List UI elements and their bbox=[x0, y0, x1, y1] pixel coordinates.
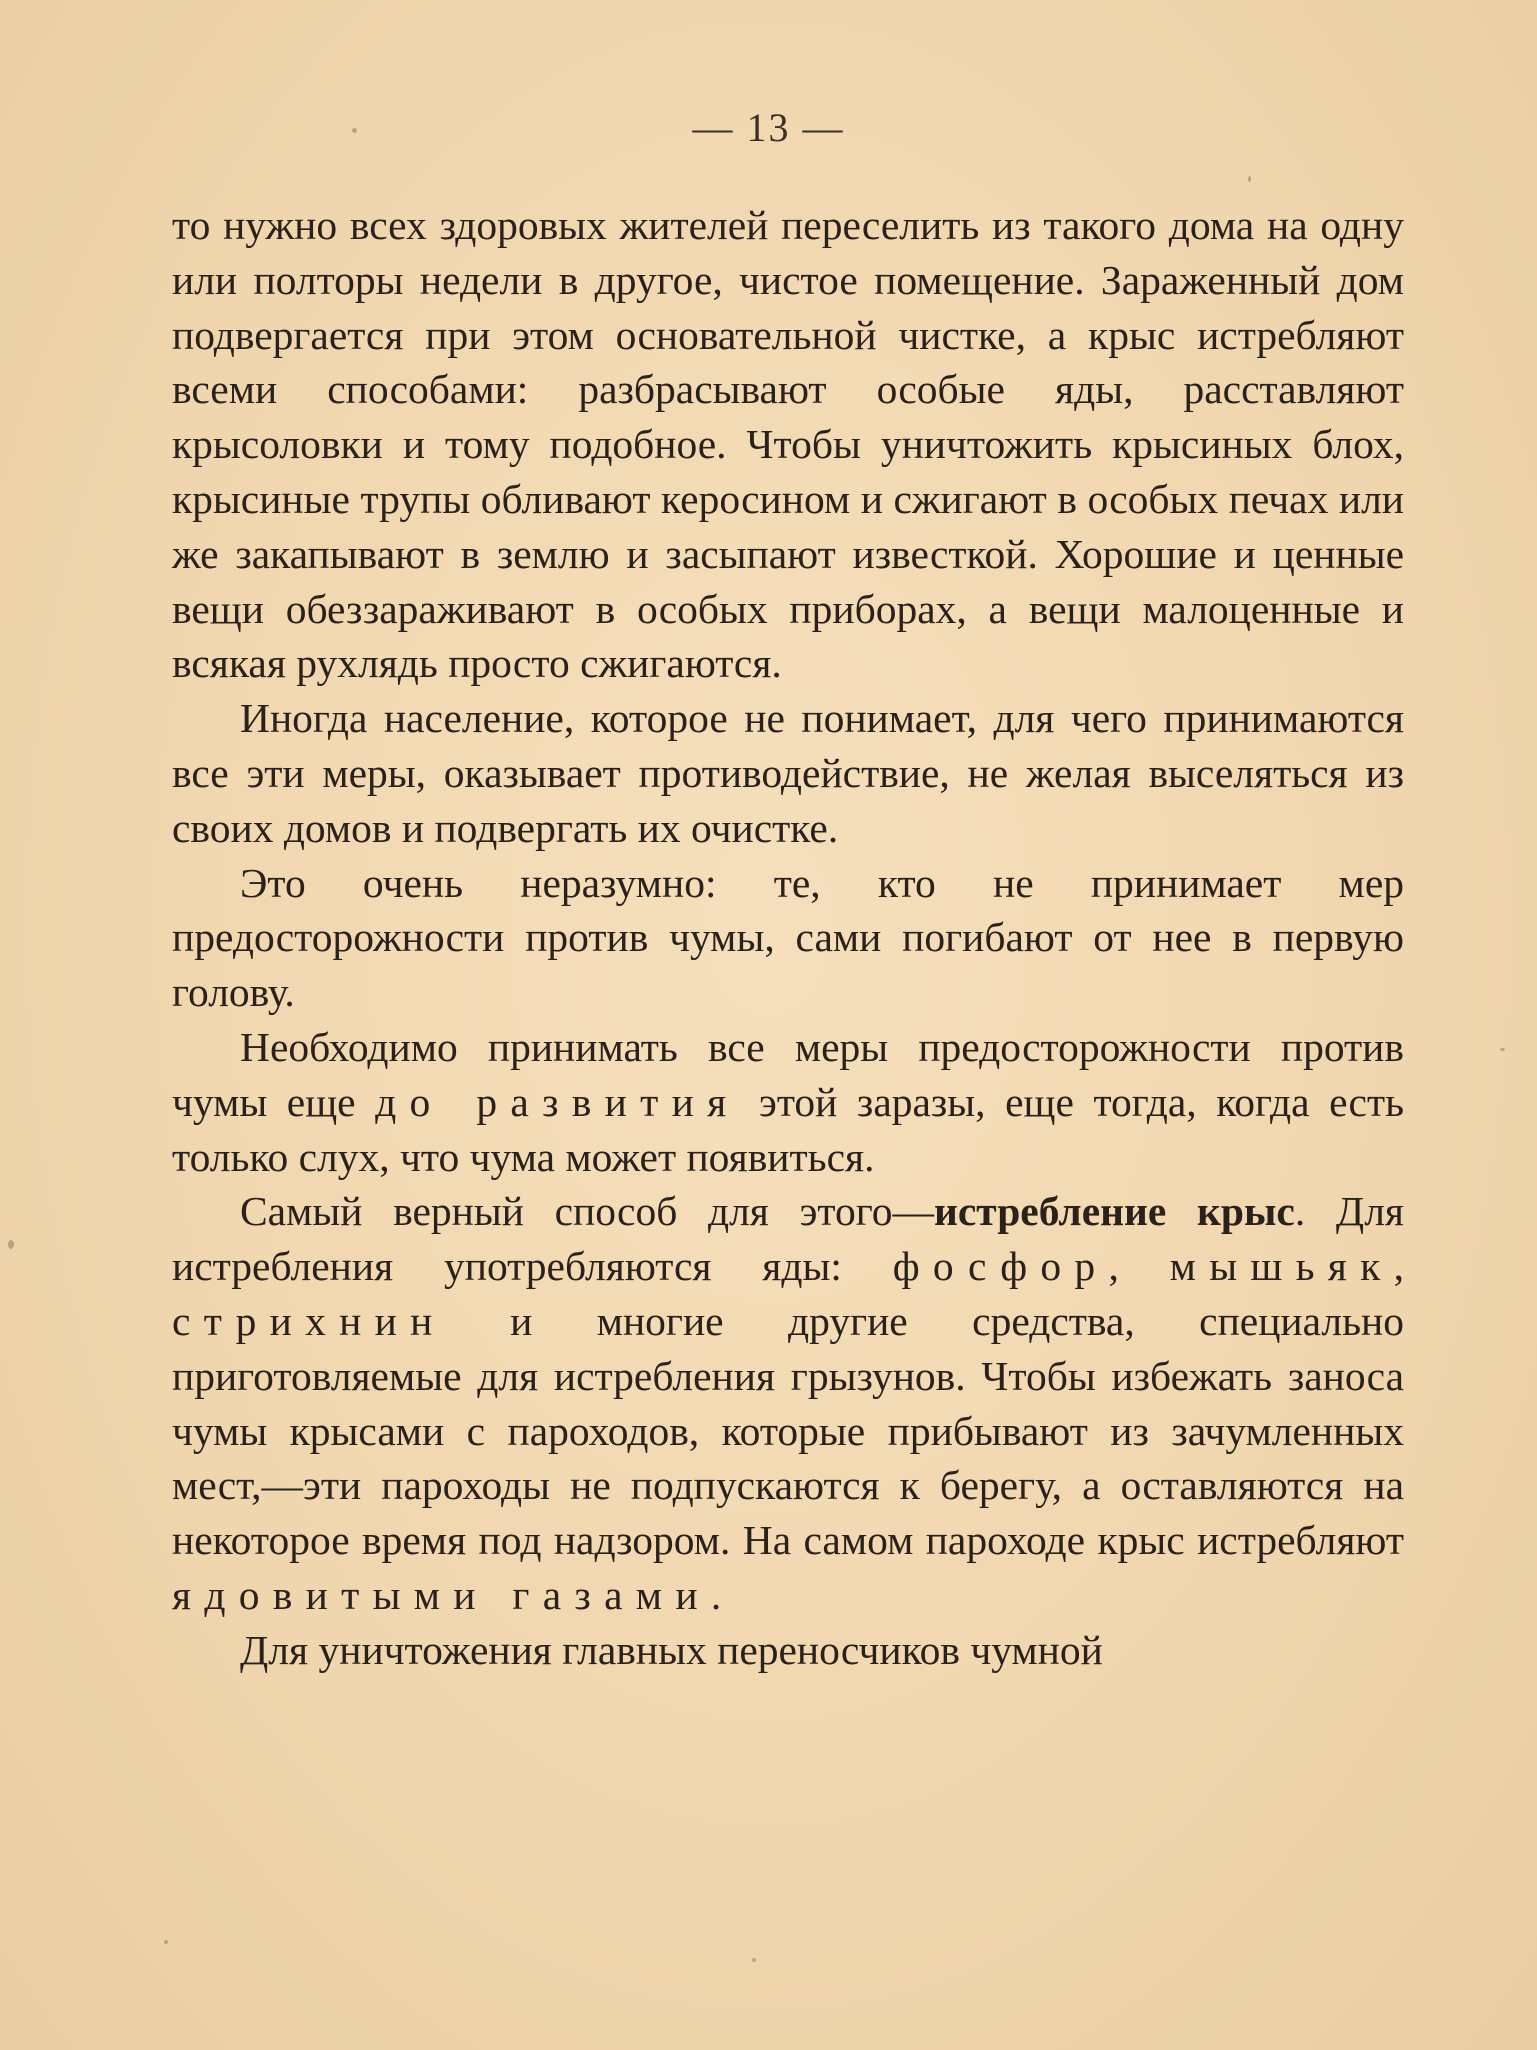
paragraph bbox=[172, 198, 1404, 691]
page-number: — 13 — bbox=[692, 105, 845, 150]
paragraph bbox=[172, 1184, 1404, 1622]
text-segment: и многие другие средства, специально приготовляемые для истребления грызунов. Чтобы избежать заноса чумы крысами с пароходов, которые прибывают из зачумленных мест,—эти пароходы не подпускаются к берегу, а оставляются на некоторое время под надзором. На самом пароходе крыс истребляют bbox=[172, 1297, 1404, 1564]
text-segment: этой заразы, еще тогда, когда есть только слух, что чума может появиться. bbox=[172, 1078, 1405, 1180]
paragraph bbox=[172, 856, 1404, 1020]
text-segment: мышьяк bbox=[1169, 1243, 1394, 1290]
text-segment: фосфор bbox=[892, 1243, 1109, 1290]
paragraph bbox=[172, 691, 1404, 855]
text-segment: Это очень неразумно: те, кто не принимает мер предосторожности против чумы, сами погибают от нее в первую голову. bbox=[172, 859, 1404, 1016]
paragraph bbox=[172, 1020, 1404, 1184]
text-segment: ядовитыми газами bbox=[172, 1571, 711, 1618]
text-segment: Самый верный способ для этого— bbox=[240, 1188, 934, 1235]
text-segment: Необходимо принимать все меры предосторожности против чумы еще bbox=[172, 1023, 1404, 1125]
paper-speck bbox=[164, 1940, 168, 1944]
paper-speck bbox=[1500, 1048, 1505, 1051]
text-segment: . bbox=[710, 1571, 722, 1618]
paper-speck bbox=[352, 128, 357, 133]
text-segment: , bbox=[1108, 1243, 1170, 1290]
text-segment: Для уничтожения главных переносчиков чумной bbox=[240, 1626, 1103, 1673]
body-text bbox=[172, 198, 1404, 1678]
paper-speck bbox=[1248, 176, 1251, 182]
text-segment: . Для истребления употребляются яды: bbox=[172, 1188, 1404, 1290]
text-segment: истребление крыс bbox=[933, 1188, 1295, 1235]
paper-speck bbox=[8, 1240, 14, 1249]
text-segment: стрихнин bbox=[172, 1297, 446, 1344]
text-segment: то нужно всех здоровых жителей переселить из такого дома на одну или полторы недели в другое, чистое помещение. Зараженный дом подвергается при этом основательной чистке, а крыс истребляют всеми способами: разбрасывают особые яды, расставляют крысоловки и тому подобное. Чтобы уничтожить крысиных блох, крысиные трупы обливают керосином и сжигают в особых печах или же закапывают в землю и засыпают известкой. Хорошие и ценные вещи обеззараживают в особых приборах, а вещи малоценные и всякая рухлядь просто сжигаются. bbox=[172, 202, 1404, 687]
paper-speck bbox=[752, 1958, 756, 1962]
text-segment: до развития bbox=[375, 1078, 740, 1125]
text-segment: Иногда население, которое не понимает, для чего принимаются все эти меры, оказывает противодействие, не желая выселяться из своих домов и подвергать их очистке. bbox=[172, 695, 1404, 851]
paragraph bbox=[172, 1623, 1404, 1678]
text-segment: , bbox=[1393, 1243, 1404, 1290]
